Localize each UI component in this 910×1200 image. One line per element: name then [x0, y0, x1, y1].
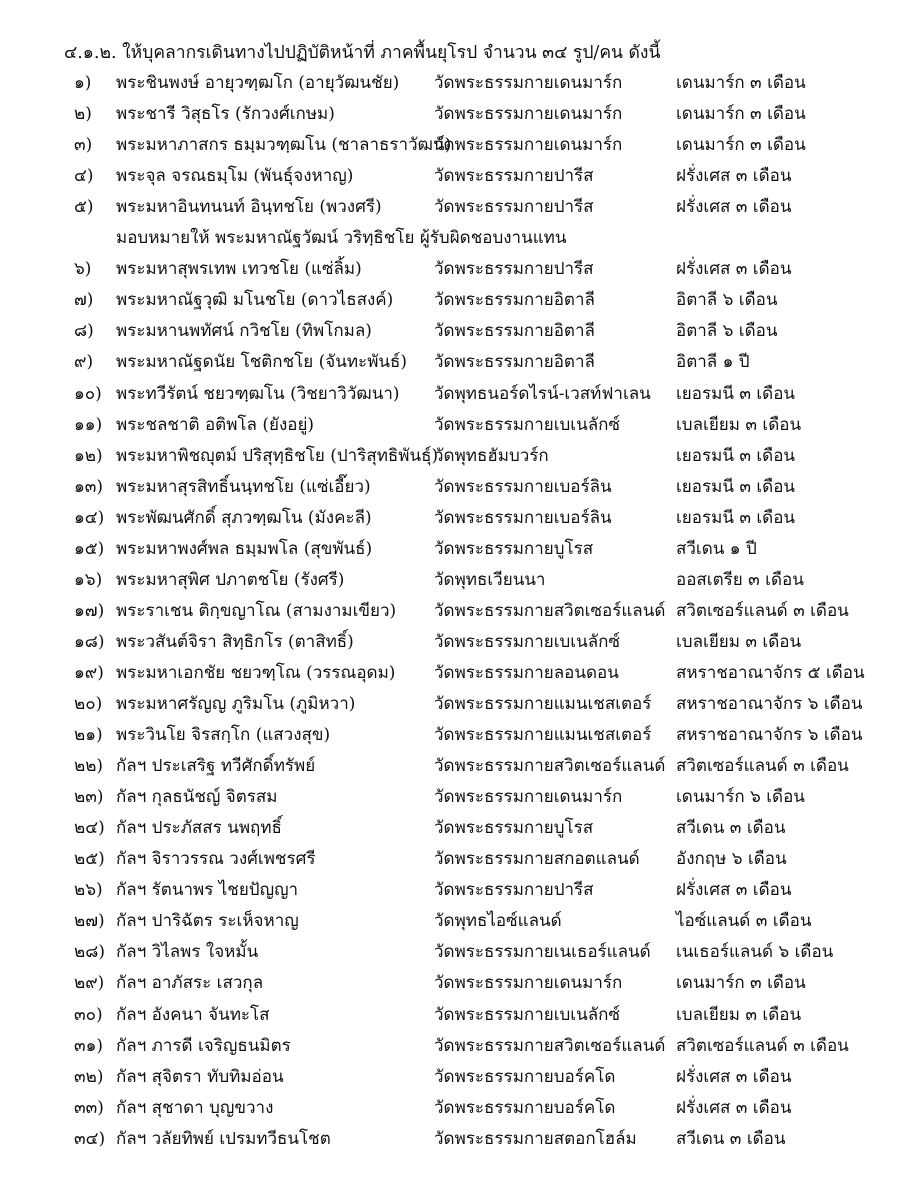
- temple-name: วัดพระธรรมกายอิตาลี: [434, 321, 595, 342]
- person-name: พระมหาณัฐวุฒิ มโนชโย (ดาวไธสงค์): [116, 290, 394, 311]
- table-row: [0, 286, 910, 317]
- temple-name: วัดพระธรรมกายแมนเชสเตอร์: [434, 694, 652, 714]
- row-number: ๓๒): [74, 1066, 104, 1087]
- table-row: [0, 969, 910, 1000]
- person-name: กัลฯ กุลธนัชญ์ จิตรสม: [116, 787, 278, 808]
- destination-duration: เยอรมนี ๓ เดือน: [676, 476, 796, 497]
- delegation-note: มอบหมายให้ พระมหาณัฐวัฒน์ วริทฺธิชโย ผู้รับผิดชอบงานแทน: [116, 228, 567, 249]
- temple-name: วัดพุทธไอซ์แลนด์: [434, 911, 562, 932]
- person-name: พระมหาสุพรเทพ เทวชโย (แซ่ลิ้ม): [116, 259, 362, 280]
- section-heading: ๔.๑.๒. ให้บุคลากรเดินทางไปปฏิบัติหน้าที่ ภาคพื้นยุโรป จำนวน ๓๔ รูป/คน ดังนี้: [64, 43, 661, 63]
- table-row: [0, 783, 910, 814]
- temple-name: วัดพุทธนอร์ดไรน์-เวสท์ฟาเลน: [434, 383, 651, 404]
- person-name: กัลฯ ปาริฉัตร ระเห็จหาญ: [116, 911, 299, 932]
- temple-name: วัดพระธรรมกายแมนเชสเตอร์: [434, 725, 652, 746]
- table-row: [0, 845, 910, 876]
- destination-duration: เยอรมนี ๓ เดือน: [676, 507, 796, 528]
- destination-duration: สหราชอาณาจักร ๖ เดือน: [676, 694, 863, 714]
- destination-duration: อิตาลี ๖ เดือน: [676, 290, 778, 311]
- table-row: [0, 721, 910, 752]
- row-number: ๑๙): [74, 662, 104, 683]
- temple-name: วัดพระธรรมกายเดนมาร์ก: [434, 787, 623, 808]
- row-number: ๑๕): [74, 538, 105, 559]
- table-row: [0, 907, 910, 938]
- person-name: กัลฯ สุจิตรา ทับทิมอ่อน: [116, 1066, 284, 1087]
- destination-duration: สวีเดน ๓ เดือน: [676, 818, 786, 839]
- person-name: พระจุล จรณธมฺโม (พันธุ์จงหาญ): [116, 166, 354, 187]
- destination-duration: อังกฤษ ๖ เดือน: [676, 849, 787, 870]
- table-row: [0, 566, 910, 597]
- row-number: ๑๗): [74, 600, 105, 621]
- temple-name: วัดพุทธฮัมบวร์ก: [434, 445, 549, 466]
- row-number: ๑๖): [74, 569, 103, 590]
- row-number: ๓): [74, 135, 93, 156]
- temple-name: วัดพระธรรมกายเนเธอร์แลนด์: [434, 942, 651, 963]
- table-row: [0, 814, 910, 845]
- temple-name: วัดพระธรรมกายอิตาลี: [434, 352, 595, 373]
- row-number: ๑๘): [74, 631, 105, 652]
- row-number: ๕): [74, 197, 94, 218]
- destination-duration: เดนมาร์ก ๓ เดือน: [676, 73, 806, 93]
- person-name: กัลฯ จิราวรรณ วงศ์เพชรศรี: [116, 849, 316, 870]
- person-name: พระราเชน ติกฺขญาโณ (สามงามเขียว): [116, 600, 397, 621]
- person-name: กัลฯ วลัยทิพย์ เปรมทวีธนโชต: [116, 1128, 331, 1149]
- temple-name: วัดพระธรรมกายเดนมาร์ก: [434, 973, 623, 994]
- temple-name: วัดพระธรรมกายอิตาลี: [434, 290, 595, 311]
- destination-duration: เนเธอร์แลนด์ ๖ เดือน: [676, 942, 834, 963]
- table-row: [0, 876, 910, 907]
- person-name: พระชารี วิสุธโร (รักวงศ์เกษม): [116, 104, 335, 125]
- temple-name: วัดพระธรรมกายบูโรส: [434, 538, 594, 559]
- temple-name: วัดพระธรรมกายบอร์คโด: [434, 1066, 616, 1087]
- destination-duration: ฝรั่งเศส ๓ เดือน: [676, 1066, 792, 1087]
- person-name: พระมหาเอกชัย ชยวฑฺโณ (วรรณอุดม): [116, 662, 396, 683]
- table-row: [0, 162, 910, 193]
- row-number: ๒๙): [74, 973, 105, 994]
- destination-duration: เบลเยียม ๓ เดือน: [676, 631, 802, 652]
- row-number: ๑๐): [74, 383, 102, 404]
- destination-duration: เบลเยียม ๓ เดือน: [676, 1004, 802, 1025]
- table-row: [0, 1094, 910, 1125]
- table-row: [0, 131, 910, 162]
- person-name: พระวินโย จิรสกฺโก (แสวงสุข): [116, 725, 331, 746]
- person-name: พระชินพงษ์ อายุวฑฺฒโก (อายุวัฒนชัย): [116, 73, 400, 93]
- table-row: [0, 255, 910, 286]
- destination-duration: ฝรั่งเศส ๓ เดือน: [676, 880, 792, 901]
- temple-name: วัดพระธรรมกายเดนมาร์ก: [434, 104, 623, 125]
- person-name: กัลฯ สุชาดา บุญขวาง: [116, 1097, 274, 1118]
- table-row: [0, 348, 910, 379]
- row-number: ๓๑): [74, 1035, 104, 1056]
- temple-name: วัดพระธรรมกายลอนดอน: [434, 662, 619, 683]
- person-name: พระมหาภาสกร ธมฺมวฑฺฒโน (ชาลาธราวัฒน์): [116, 135, 452, 156]
- table-row: [0, 317, 910, 348]
- person-name: พระมหาพงศ์พล ธมฺมพโล (สุขพันธ์): [116, 538, 373, 559]
- destination-duration: เยอรมนี ๓ เดือน: [676, 383, 796, 404]
- destination-duration: เยอรมนี ๓ เดือน: [676, 445, 796, 466]
- temple-name: วัดพระธรรมกายเบอร์ลิน: [434, 507, 612, 528]
- table-row: [0, 752, 910, 783]
- destination-duration: ไอซ์แลนด์ ๓ เดือน: [676, 911, 812, 932]
- row-number: ๒๑): [74, 725, 103, 746]
- row-number: ๑๔): [74, 507, 105, 528]
- table-row: [0, 380, 910, 411]
- destination-duration: เบลเยียม ๓ เดือน: [676, 414, 802, 435]
- person-name: พระวสันต์จิรา สิทฺธิกโร (ตาสิทธิ์): [116, 631, 354, 652]
- row-number: ๒๔): [74, 818, 105, 839]
- destination-duration: เดนมาร์ก ๓ เดือน: [676, 973, 806, 994]
- destination-duration: สวิตเซอร์แลนด์ ๓ เดือน: [676, 1035, 849, 1056]
- row-number: ๒๕): [74, 849, 105, 870]
- table-row: [0, 1032, 910, 1063]
- person-name: กัลฯ ประภัสสร นพฤทธิ์: [116, 818, 282, 839]
- destination-duration: สหราชอาณาจักร ๖ เดือน: [676, 725, 863, 746]
- temple-name: วัดพระธรรมกายสตอกโฮล์ม: [434, 1128, 637, 1149]
- row-number: ๒๘): [74, 942, 105, 963]
- destination-duration: สวีเดน ๑ ปี: [676, 538, 757, 559]
- destination-duration: ฝรั่งเศส ๓ เดือน: [676, 1097, 792, 1118]
- person-name: พระมหาณัฐดนัย โชติกชโย (จันทะพันธ์): [116, 352, 408, 373]
- row-number: ๑๑): [74, 414, 103, 435]
- destination-duration: ออสเตรีย ๓ เดือน: [676, 569, 804, 590]
- destination-duration: ฝรั่งเศส ๓ เดือน: [676, 197, 792, 218]
- table-row: [0, 628, 910, 659]
- table-row: [0, 100, 910, 131]
- row-number: ๓๓): [74, 1097, 104, 1118]
- temple-name: วัดพระธรรมกายปารีส: [434, 259, 594, 280]
- person-name: พระมหาสุรสิทธิ์นนฺทชโย (แซ่เอี๊ยว): [116, 476, 371, 497]
- table-row: [0, 473, 910, 504]
- person-name: พระมหานพทัศน์ กวิชโย (ทิพโกมล): [116, 321, 372, 342]
- table-row: [0, 69, 910, 100]
- person-name: กัลฯ รัตนาพร ไชยปัญญา: [116, 880, 299, 901]
- temple-name: วัดพุทธเวียนนา: [434, 569, 546, 590]
- row-number: ๓๔): [74, 1128, 106, 1149]
- person-name: พระทวีรัตน์ ชยวฑฺฒโน (วิชยาวิวัฒนา): [116, 383, 400, 404]
- temple-name: วัดพระธรรมกายปารีส: [434, 197, 594, 218]
- temple-name: วัดพระธรรมกายสวิตเซอร์แลนด์: [434, 600, 666, 621]
- temple-name: วัดพระธรรมกายเบอร์ลิน: [434, 476, 612, 497]
- table-row: [0, 659, 910, 690]
- temple-name: วัดพระธรรมกายบอร์คโด: [434, 1097, 616, 1118]
- row-number: ๒๒): [74, 756, 104, 777]
- person-name: พระชลชาติ อติพโล (ยังอยู่): [116, 414, 315, 435]
- row-number: ๘): [74, 321, 94, 342]
- table-row: [0, 1001, 910, 1032]
- destination-duration: สหราชอาณาจักร ๕ เดือน: [676, 662, 865, 683]
- row-number: ๑๓): [74, 476, 104, 497]
- row-number: ๙): [74, 352, 94, 373]
- temple-name: วัดพระธรรมกายเบเนลักซ์: [434, 1004, 620, 1025]
- destination-duration: ฝรั่งเศส ๓ เดือน: [676, 166, 792, 187]
- table-row: [0, 597, 910, 628]
- temple-name: วัดพระธรรมกายเดนมาร์ก: [434, 135, 623, 156]
- person-name: กัลฯ ประเสริฐ ทวีศักดิ์ทรัพย์: [116, 756, 316, 777]
- row-number: ๓๐): [74, 1004, 103, 1025]
- table-row: [0, 442, 910, 473]
- temple-name: วัดพระธรรมกายปารีส: [434, 166, 594, 187]
- table-row: [0, 1125, 910, 1156]
- destination-duration: อิตาลี ๑ ปี: [676, 352, 750, 373]
- row-number: ๔): [74, 166, 94, 187]
- row-number: ๑๒): [74, 445, 103, 466]
- temple-name: วัดพระธรรมกายปารีส: [434, 880, 594, 901]
- table-row: [0, 938, 910, 969]
- temple-name: วัดพระธรรมกายสวิตเซอร์แลนด์: [434, 1035, 666, 1056]
- person-name: กัลฯ ภารดี เจริญธนมิตร: [116, 1035, 291, 1056]
- row-number: ๒๓): [74, 787, 104, 808]
- person-name: กัลฯ อาภัสระ เสวกุล: [116, 973, 264, 994]
- table-row: [0, 535, 910, 566]
- person-name: กัลฯ วิไลพร ใจหมั้น: [116, 942, 259, 963]
- person-name: พระมหาศรัญญ ภูริมโน (ภูมิหวา): [116, 694, 356, 714]
- row-number: ๒๐): [74, 694, 103, 714]
- row-number: ๖): [74, 259, 92, 280]
- row-number: ๗): [74, 290, 94, 311]
- destination-duration: เดนมาร์ก ๓ เดือน: [676, 104, 806, 125]
- person-name: พระมหาอินทนนท์ อินฺทชโย (พวงศรี): [116, 197, 382, 218]
- temple-name: วัดพระธรรมกายบูโรส: [434, 818, 594, 839]
- table-row: [0, 193, 910, 224]
- table-row: [0, 504, 910, 535]
- table-row: [0, 1063, 910, 1094]
- destination-duration: สวีเดน ๓ เดือน: [676, 1128, 786, 1149]
- person-name: พระพัฒนศักดิ์ สุภวฑฺฒโน (มังคะลี): [116, 507, 372, 528]
- table-row: [0, 411, 910, 442]
- temple-name: วัดพระธรรมกายเบเนลักซ์: [434, 414, 620, 435]
- destination-duration: ฝรั่งเศส ๓ เดือน: [676, 259, 792, 280]
- destination-duration: สวิตเซอร์แลนด์ ๓ เดือน: [676, 756, 849, 777]
- row-number: ๒๖): [74, 880, 103, 901]
- person-name: พระมหาพิชญุตม์ ปริสุทฺธิชโย (ปาริสุทธิพันธุ์): [116, 445, 439, 466]
- row-number: ๒๗): [74, 911, 105, 932]
- temple-name: วัดพระธรรมกายสกอตแลนด์: [434, 849, 640, 870]
- row-number: ๒): [74, 104, 92, 125]
- destination-duration: สวิตเซอร์แลนด์ ๓ เดือน: [676, 600, 849, 621]
- table-row: [0, 690, 910, 721]
- person-name: พระมหาสุพิศ ปภาตชโย (รังศรี): [116, 569, 345, 590]
- destination-duration: เดนมาร์ก ๓ เดือน: [676, 135, 806, 156]
- person-name: กัลฯ อังคนา จันทะโส: [116, 1004, 270, 1025]
- destination-duration: อิตาลี ๖ เดือน: [676, 321, 778, 342]
- temple-name: วัดพระธรรมกายเดนมาร์ก: [434, 73, 623, 93]
- temple-name: วัดพระธรรมกายเบเนลักซ์: [434, 631, 620, 652]
- temple-name: วัดพระธรรมกายสวิตเซอร์แลนด์: [434, 756, 666, 777]
- row-number: ๑): [74, 73, 92, 93]
- destination-duration: เดนมาร์ก ๖ เดือน: [676, 787, 805, 808]
